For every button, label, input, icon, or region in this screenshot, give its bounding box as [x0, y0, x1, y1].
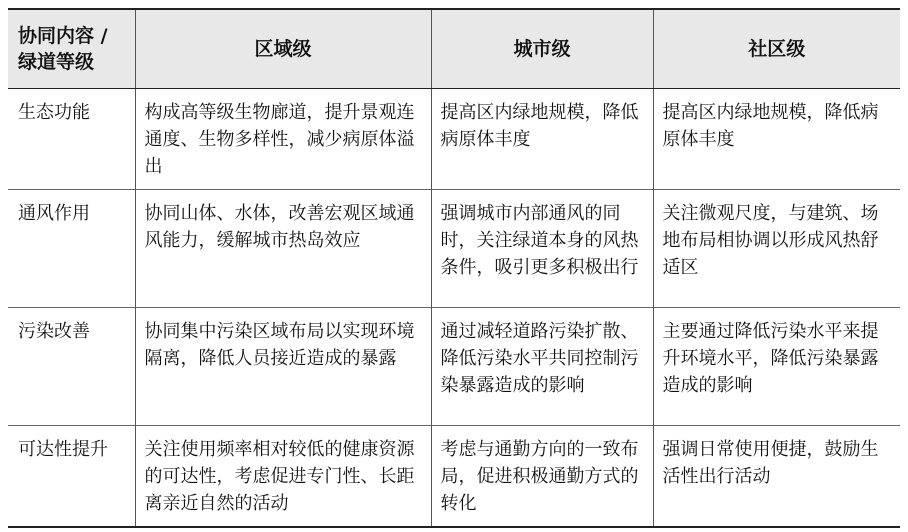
cell-regional: 关注使用频率相对较低的健康资源的可达性，考虑促进专门性、长距离亲近自然的活动	[135, 426, 431, 528]
row-label: 污染改善	[8, 308, 135, 426]
row-label: 生态功能	[8, 89, 135, 190]
cell-regional: 协同山体、水体，改善宏观区域通风能力，缓解城市热岛效应	[135, 190, 431, 308]
header-content-level: 协同内容 / 绿道等级	[8, 9, 135, 89]
cell-community: 关注微观尺度，与建筑、场地布局相协调以形成风热舒适区	[653, 190, 900, 308]
greenway-coordination-table	[8, 8, 900, 528]
header-city: 城市级	[431, 9, 653, 89]
comparison-table-container	[8, 8, 900, 528]
cell-regional: 协同集中污染区域布局以实现环境隔离，降低人员接近造成的暴露	[135, 308, 431, 426]
row-label: 可达性提升	[8, 426, 135, 528]
cell-city: 考虑与通勤方向的一致布局，促进积极通勤方式的转化	[431, 426, 653, 528]
cell-city: 通过减轻道路污染扩散、降低污染水平共同控制污染暴露造成的影响	[431, 308, 653, 426]
cell-city: 强调城市内部通风的同时，关注绿道本身的风热条件，吸引更多积极出行	[431, 190, 653, 308]
table-header-row	[8, 9, 900, 89]
cell-community: 强调日常使用便捷，鼓励生活性出行活动	[653, 426, 900, 528]
header-regional: 区域级	[135, 9, 431, 89]
table-row	[8, 426, 900, 528]
cell-regional: 构成高等级生物廊道，提升景观连通度、生物多样性，减少病原体溢出	[135, 89, 431, 190]
table-row	[8, 190, 900, 308]
header-community: 社区级	[653, 9, 900, 89]
cell-city: 提高区内绿地规模，降低病原体丰度	[431, 89, 653, 190]
cell-community: 提高区内绿地规模，降低病原体丰度	[653, 89, 900, 190]
table-row	[8, 89, 900, 190]
row-label: 通风作用	[8, 190, 135, 308]
table-row	[8, 308, 900, 426]
cell-community: 主要通过降低污染水平来提升环境水平，降低污染暴露造成的影响	[653, 308, 900, 426]
